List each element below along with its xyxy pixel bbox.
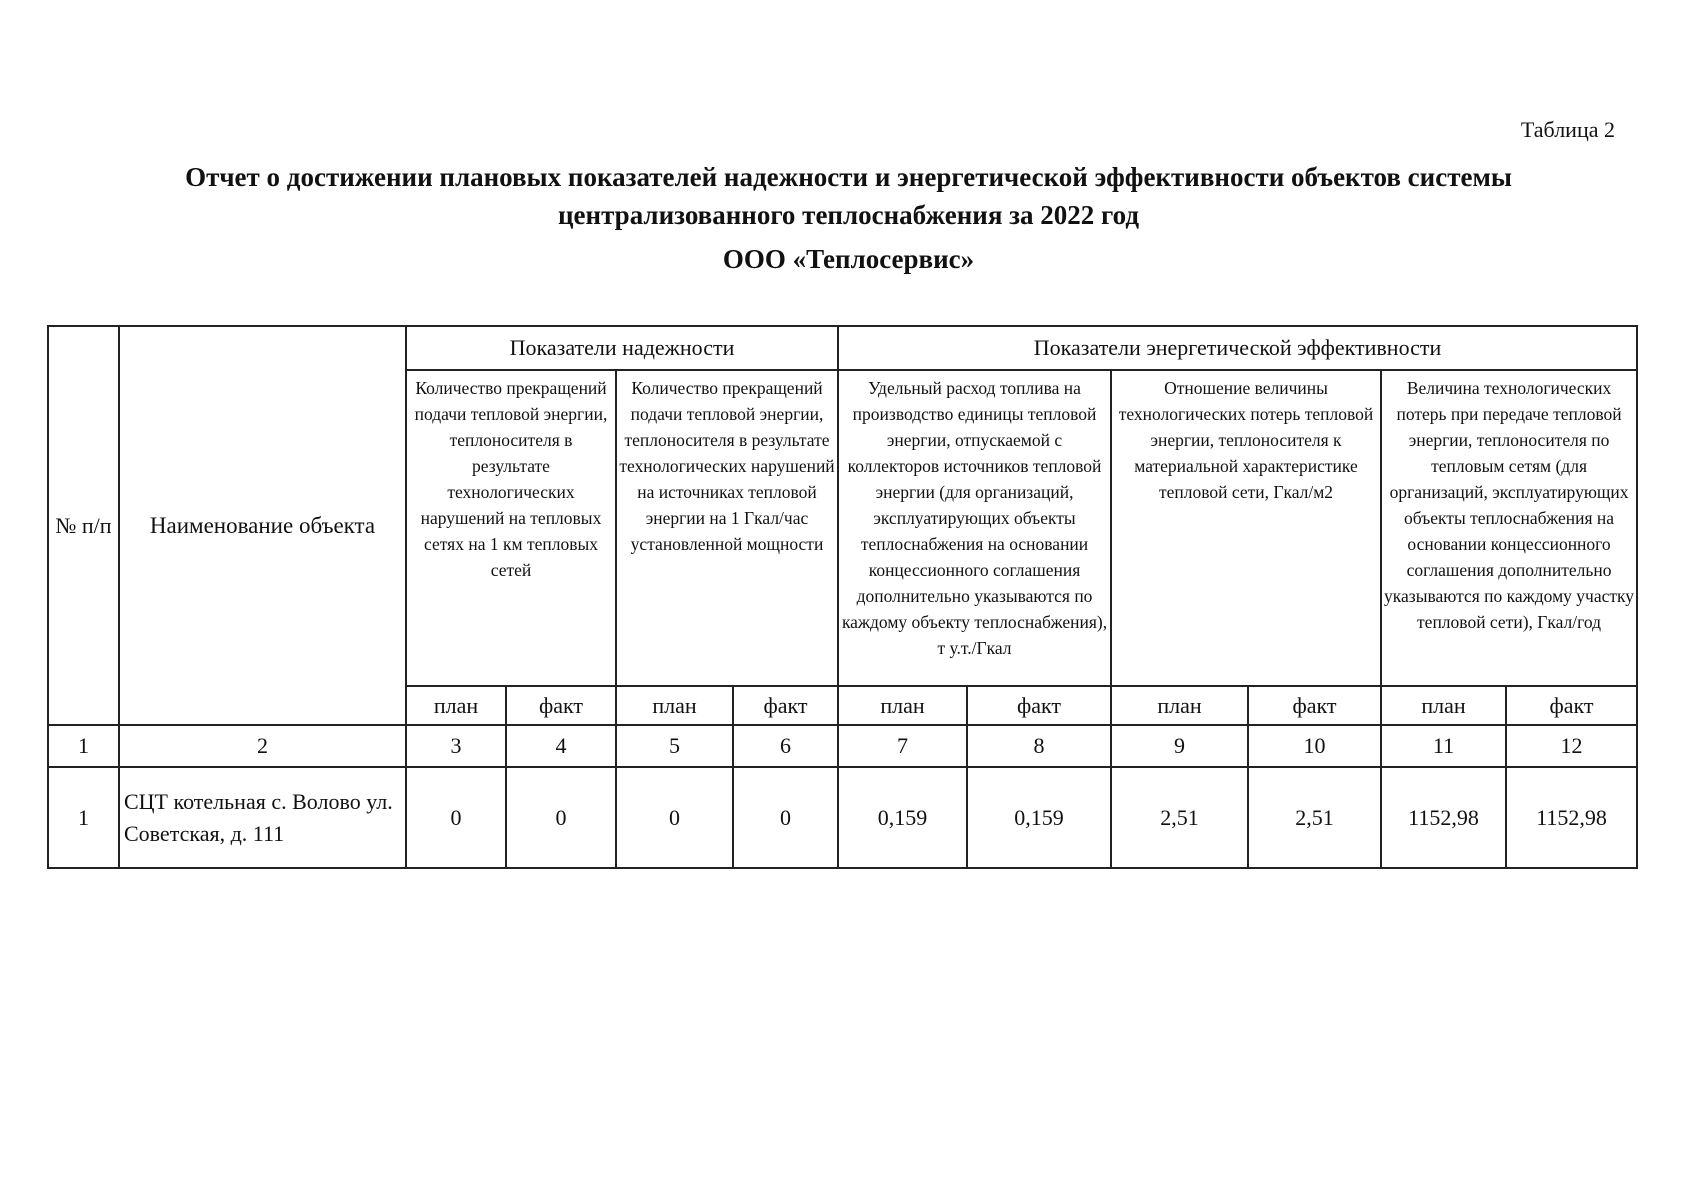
header-fact: факт [1506, 686, 1637, 725]
report-title-line-2: централизованного теплоснабжения за 2022 год [557, 200, 1139, 230]
column-number: 10 [1248, 725, 1381, 767]
header-fact: факт [733, 686, 838, 725]
header-fact: факт [967, 686, 1111, 725]
header-plan: план [616, 686, 733, 725]
row-number: 1 [48, 767, 119, 868]
header-plan: план [1381, 686, 1506, 725]
organization-name: ООО «Теплосервис» [722, 244, 975, 274]
header-indicator-source-outages: Количество прекращений подачи тепловой энергии, теплоносителя в результате технологических нарушений на источниках тепловой энергии на 1 Гкал/час установленной мощности [616, 370, 838, 686]
column-number: 12 [1506, 725, 1637, 767]
header-fact: факт [506, 686, 616, 725]
header-efficiency-group: Показатели энергетической эффективности [838, 326, 1637, 370]
column-number: 3 [406, 725, 506, 767]
header-fact: факт [1248, 686, 1381, 725]
column-number: 1 [48, 725, 119, 767]
cell-network-outages-fact: 0 [506, 767, 616, 868]
column-number: 5 [616, 725, 733, 767]
cell-loss-ratio-fact: 2,51 [1248, 767, 1381, 868]
row-object-name: СЦТ котельная с. Волово ул. Советская, д. 111 [119, 767, 406, 868]
header-plan: план [406, 686, 506, 725]
column-number: 8 [967, 725, 1111, 767]
cell-fuel-consumption-plan: 0,159 [838, 767, 967, 868]
report-title-line-1: Отчет о достижении плановых показателей надежности и энергетической эффективности объектов системы [185, 162, 1512, 192]
column-number: 6 [733, 725, 838, 767]
cell-transmission-losses-plan: 1152,98 [1381, 767, 1506, 868]
header-num: № п/п [48, 326, 119, 725]
table-row [48, 767, 1637, 868]
table-number-label: Таблица 2 [1520, 117, 1615, 142]
indicators-table [47, 325, 1638, 869]
cell-source-outages-plan: 0 [616, 767, 733, 868]
column-number-row [48, 725, 1637, 767]
header-reliability-group: Показатели надежности [406, 326, 838, 370]
column-number: 2 [119, 725, 406, 767]
column-number: 4 [506, 725, 616, 767]
column-number: 7 [838, 725, 967, 767]
column-number: 11 [1381, 725, 1506, 767]
cell-network-outages-plan: 0 [406, 767, 506, 868]
header-plan: план [838, 686, 967, 725]
header-row-groups [48, 326, 1637, 370]
header-indicator-fuel-consumption: Удельный расход топлива на производство единицы тепловой энергии, отпускаемой с коллекторов источников тепловой энергии (для организаций, эксплуатирующих объекты теплоснабжения на основании концессионного соглашения дополнительно указываются по каждому объекту теплоснабжения), т у.т./Гкал [838, 370, 1111, 686]
cell-loss-ratio-plan: 2,51 [1111, 767, 1248, 868]
header-object-name: Наименование объекта [119, 326, 406, 725]
cell-transmission-losses-fact: 1152,98 [1506, 767, 1637, 868]
report-title [0, 158, 1697, 278]
header-indicator-network-outages: Количество прекращений подачи тепловой энергии, теплоносителя в результате технологических нарушений на тепловых сетях на 1 км тепловых сетей [406, 370, 616, 686]
header-indicator-loss-ratio: Отношение величины технологических потерь тепловой энергии, теплоносителя к материальной характеристике тепловой сети, Гкал/м2 [1111, 370, 1381, 686]
cell-source-outages-fact: 0 [733, 767, 838, 868]
column-number: 9 [1111, 725, 1248, 767]
header-indicator-transmission-losses: Величина технологических потерь при передаче тепловой энергии, теплоносителя по тепловым сетям (для организаций, эксплуатирующих объекты теплоснабжения на основании концессионного соглашения дополнительно указываются по каждому участку тепловой сети), Гкал/год [1381, 370, 1637, 686]
cell-fuel-consumption-fact: 0,159 [967, 767, 1111, 868]
header-plan: план [1111, 686, 1248, 725]
